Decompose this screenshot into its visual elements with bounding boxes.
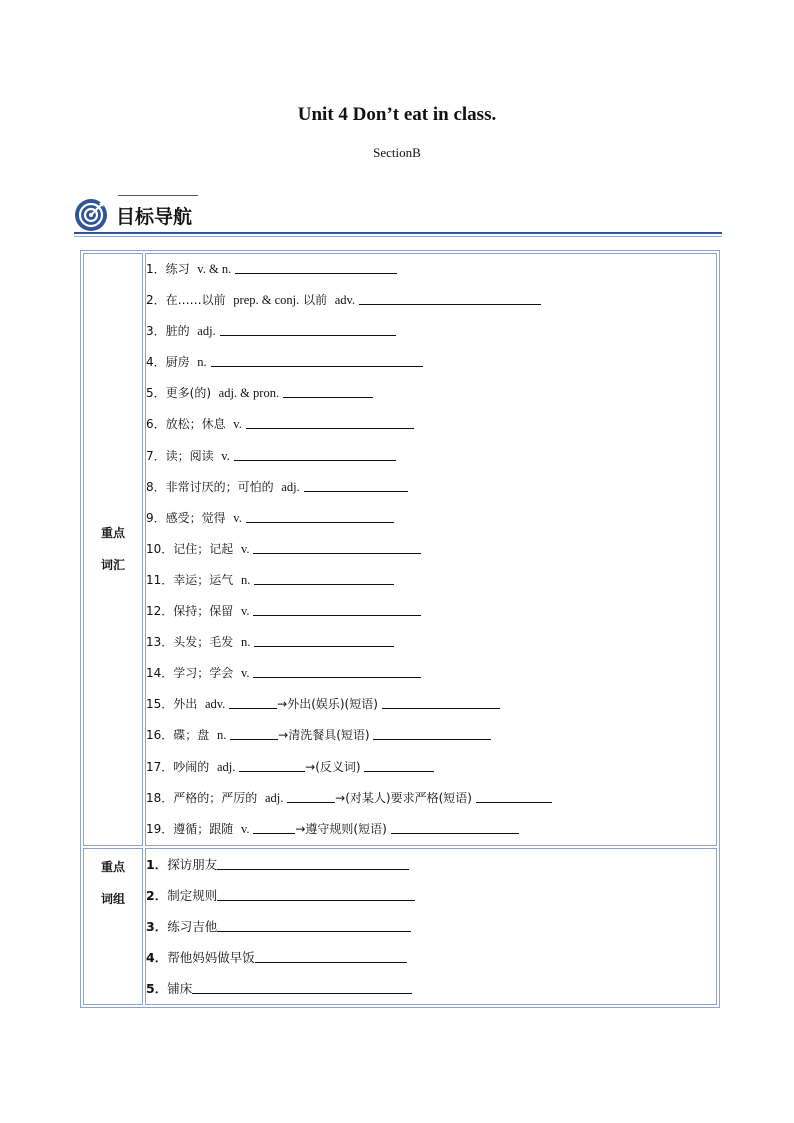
answer-blank[interactable] — [230, 726, 278, 740]
item-number: 8． — [146, 479, 166, 494]
answer-blank[interactable] — [217, 856, 409, 870]
item-number: 18． — [146, 790, 174, 805]
item-pos: adj. & pron. — [218, 386, 280, 401]
page-subtitle: SectionB — [373, 145, 421, 160]
item-chinese: 脏的 — [165, 324, 190, 339]
item-derived: →清洗餐具(短语) — [278, 728, 370, 743]
vocab-item — [146, 503, 716, 534]
item-number: 17． — [146, 759, 174, 774]
item-pos: v. & n. — [197, 262, 232, 276]
item-number: 10． — [146, 541, 174, 556]
item-chinese: 探访朋友 — [167, 856, 218, 872]
item-chinese: 吵闹的 — [173, 759, 210, 774]
answer-blank[interactable] — [220, 322, 396, 336]
answer-blank[interactable] — [229, 695, 277, 709]
item-pos: prep. & conj. — [233, 293, 300, 308]
vocab-item — [146, 441, 716, 472]
vocab-list — [145, 253, 717, 846]
vocab-item — [146, 565, 716, 596]
answer-blank[interactable] — [211, 353, 423, 367]
phrase-list — [145, 848, 717, 1005]
vocab-item — [146, 627, 716, 658]
section-header — [74, 194, 722, 240]
item-pos: n. — [240, 635, 251, 650]
vocab-item — [146, 752, 716, 783]
phrase-item — [146, 880, 716, 911]
item-number: 2． — [146, 293, 166, 308]
answer-blank[interactable] — [253, 540, 421, 554]
section-rule-thick — [74, 232, 722, 234]
item-number: 4． — [146, 355, 166, 370]
answer-blank[interactable] — [234, 447, 396, 461]
item-chinese: 厨房 — [165, 355, 190, 370]
phrase-item — [146, 942, 716, 973]
page-title: Unit 4 Don’t eat in class. — [297, 104, 497, 125]
item-chinese: 铺床 — [167, 981, 193, 997]
vocab-item — [146, 814, 716, 845]
item-pos: v. — [233, 510, 242, 525]
vocab-item — [146, 720, 716, 751]
item-derived: →(对某人)要求严格(短语) — [335, 790, 472, 805]
item-derived: →遵守规则(短语) — [295, 821, 387, 836]
answer-blank[interactable] — [304, 478, 408, 492]
answer-blank[interactable] — [246, 509, 394, 523]
answer-blank[interactable] — [253, 602, 421, 616]
answer-blank[interactable] — [364, 758, 434, 772]
answer-blank[interactable] — [246, 415, 414, 429]
answer-blank[interactable] — [254, 633, 394, 647]
vocab-item — [146, 285, 716, 316]
item-number: 16． — [146, 728, 174, 743]
item-pos: v. — [240, 541, 250, 556]
item-chinese: 保持；保留 — [173, 604, 234, 619]
phrase-item — [146, 973, 716, 1004]
target-icon — [74, 198, 108, 232]
item-chinese: 在……以前 — [165, 293, 226, 308]
item-chinese: 学习；学会 — [173, 666, 234, 681]
item-number: 9． — [146, 510, 166, 525]
answer-blank[interactable] — [287, 789, 335, 803]
item-chinese: 幸运；运气 — [173, 572, 234, 587]
vocab-item — [146, 472, 716, 503]
answer-blank[interactable] — [217, 918, 411, 932]
item-pos: v. — [240, 821, 250, 836]
item-chinese: 更多(的) — [165, 386, 212, 401]
answer-blank[interactable] — [253, 820, 295, 834]
answer-blank[interactable] — [239, 758, 305, 772]
item-chinese: 练习 — [165, 262, 190, 276]
vocab-category: 重点 词汇 — [83, 253, 143, 846]
item-number: 14． — [146, 666, 174, 681]
item-chinese: 非常讨厌的；可怕的 — [165, 479, 274, 494]
item-number: 19． — [146, 821, 174, 836]
section-rule-thin — [74, 236, 722, 237]
vocab-block — [83, 253, 717, 846]
item-number: 13． — [146, 635, 174, 650]
phrase-category: 重点 词组 — [83, 848, 143, 1005]
item-pos: v. — [240, 604, 250, 619]
item-pos: adj. — [216, 759, 236, 774]
item-number: 5． — [146, 386, 166, 401]
item-number: 15． — [146, 697, 174, 712]
item-pos: n. — [197, 355, 207, 370]
item-pos: v. — [221, 448, 230, 463]
phrase-item — [146, 911, 716, 942]
answer-blank[interactable] — [235, 260, 397, 274]
item-number: 3． — [146, 324, 166, 339]
item-derived: →(反义词) — [305, 759, 361, 774]
item-number: 12． — [146, 604, 174, 619]
item-pos: adj. — [197, 324, 216, 339]
item-number: 7． — [146, 448, 166, 463]
vocab-item — [146, 596, 716, 627]
vocab-item — [146, 378, 716, 409]
item-number: 11． — [146, 572, 174, 587]
item-chinese: 记住；记起 — [173, 541, 234, 556]
vocab-item — [146, 347, 716, 378]
section-label: 目标导航 — [116, 206, 193, 228]
item-pos-2: adv. — [334, 293, 356, 308]
vocab-item — [146, 534, 716, 565]
item-number: 6． — [146, 417, 166, 432]
vocab-item — [146, 254, 716, 285]
phrase-block — [83, 848, 717, 1005]
item-pos: adv. — [204, 697, 226, 712]
answer-blank[interactable] — [254, 571, 394, 585]
vocab-item — [146, 409, 716, 440]
worksheet-table — [80, 250, 720, 1008]
answer-blank[interactable] — [217, 887, 415, 901]
answer-blank[interactable] — [382, 695, 500, 709]
item-number: 4． — [146, 950, 168, 966]
item-number: 3． — [146, 918, 168, 934]
item-chinese: 碟；盘 — [173, 728, 210, 743]
item-chinese: 外出 — [173, 697, 198, 712]
answer-blank[interactable] — [255, 949, 407, 963]
item-chinese: 帮他妈妈做早饭 — [167, 950, 255, 966]
phrase-item — [146, 849, 716, 880]
item-number: 2． — [146, 887, 168, 903]
answer-blank[interactable] — [359, 291, 541, 305]
item-pos: v. — [233, 417, 242, 432]
item-pos: n. — [240, 572, 251, 587]
item-pos: n. — [216, 728, 227, 743]
item-chinese: 遵循；跟随 — [173, 821, 234, 836]
item-chinese: 放松；休息 — [165, 417, 226, 432]
answer-blank[interactable] — [391, 820, 519, 834]
vocab-item — [146, 783, 716, 814]
vocab-item — [146, 316, 716, 347]
item-chinese: 制定规则 — [167, 887, 218, 903]
item-chinese: 读；阅读 — [165, 448, 214, 463]
item-chinese: 练习吉他 — [167, 918, 218, 934]
answer-blank[interactable] — [253, 664, 421, 678]
item-pos: v. — [240, 666, 250, 681]
item-chinese-2: 以前 — [303, 293, 328, 308]
item-chinese: 严格的；严厉的 — [173, 790, 258, 805]
item-pos: adj. — [264, 790, 284, 805]
vocab-item — [146, 689, 716, 720]
item-number: 5． — [146, 981, 168, 997]
item-number: 1． — [146, 856, 168, 872]
answer-blank[interactable] — [373, 726, 491, 740]
item-chinese: 感受；觉得 — [165, 510, 226, 525]
answer-blank[interactable] — [192, 980, 412, 994]
item-pos: adj. — [281, 479, 300, 494]
answer-blank[interactable] — [476, 789, 552, 803]
section-top-rule — [118, 195, 198, 196]
vocab-item — [146, 658, 716, 689]
item-number: 1． — [146, 262, 166, 276]
answer-blank[interactable] — [283, 384, 373, 398]
item-derived: →外出(娱乐)(短语) — [277, 697, 378, 712]
item-chinese: 头发；毛发 — [173, 635, 234, 650]
